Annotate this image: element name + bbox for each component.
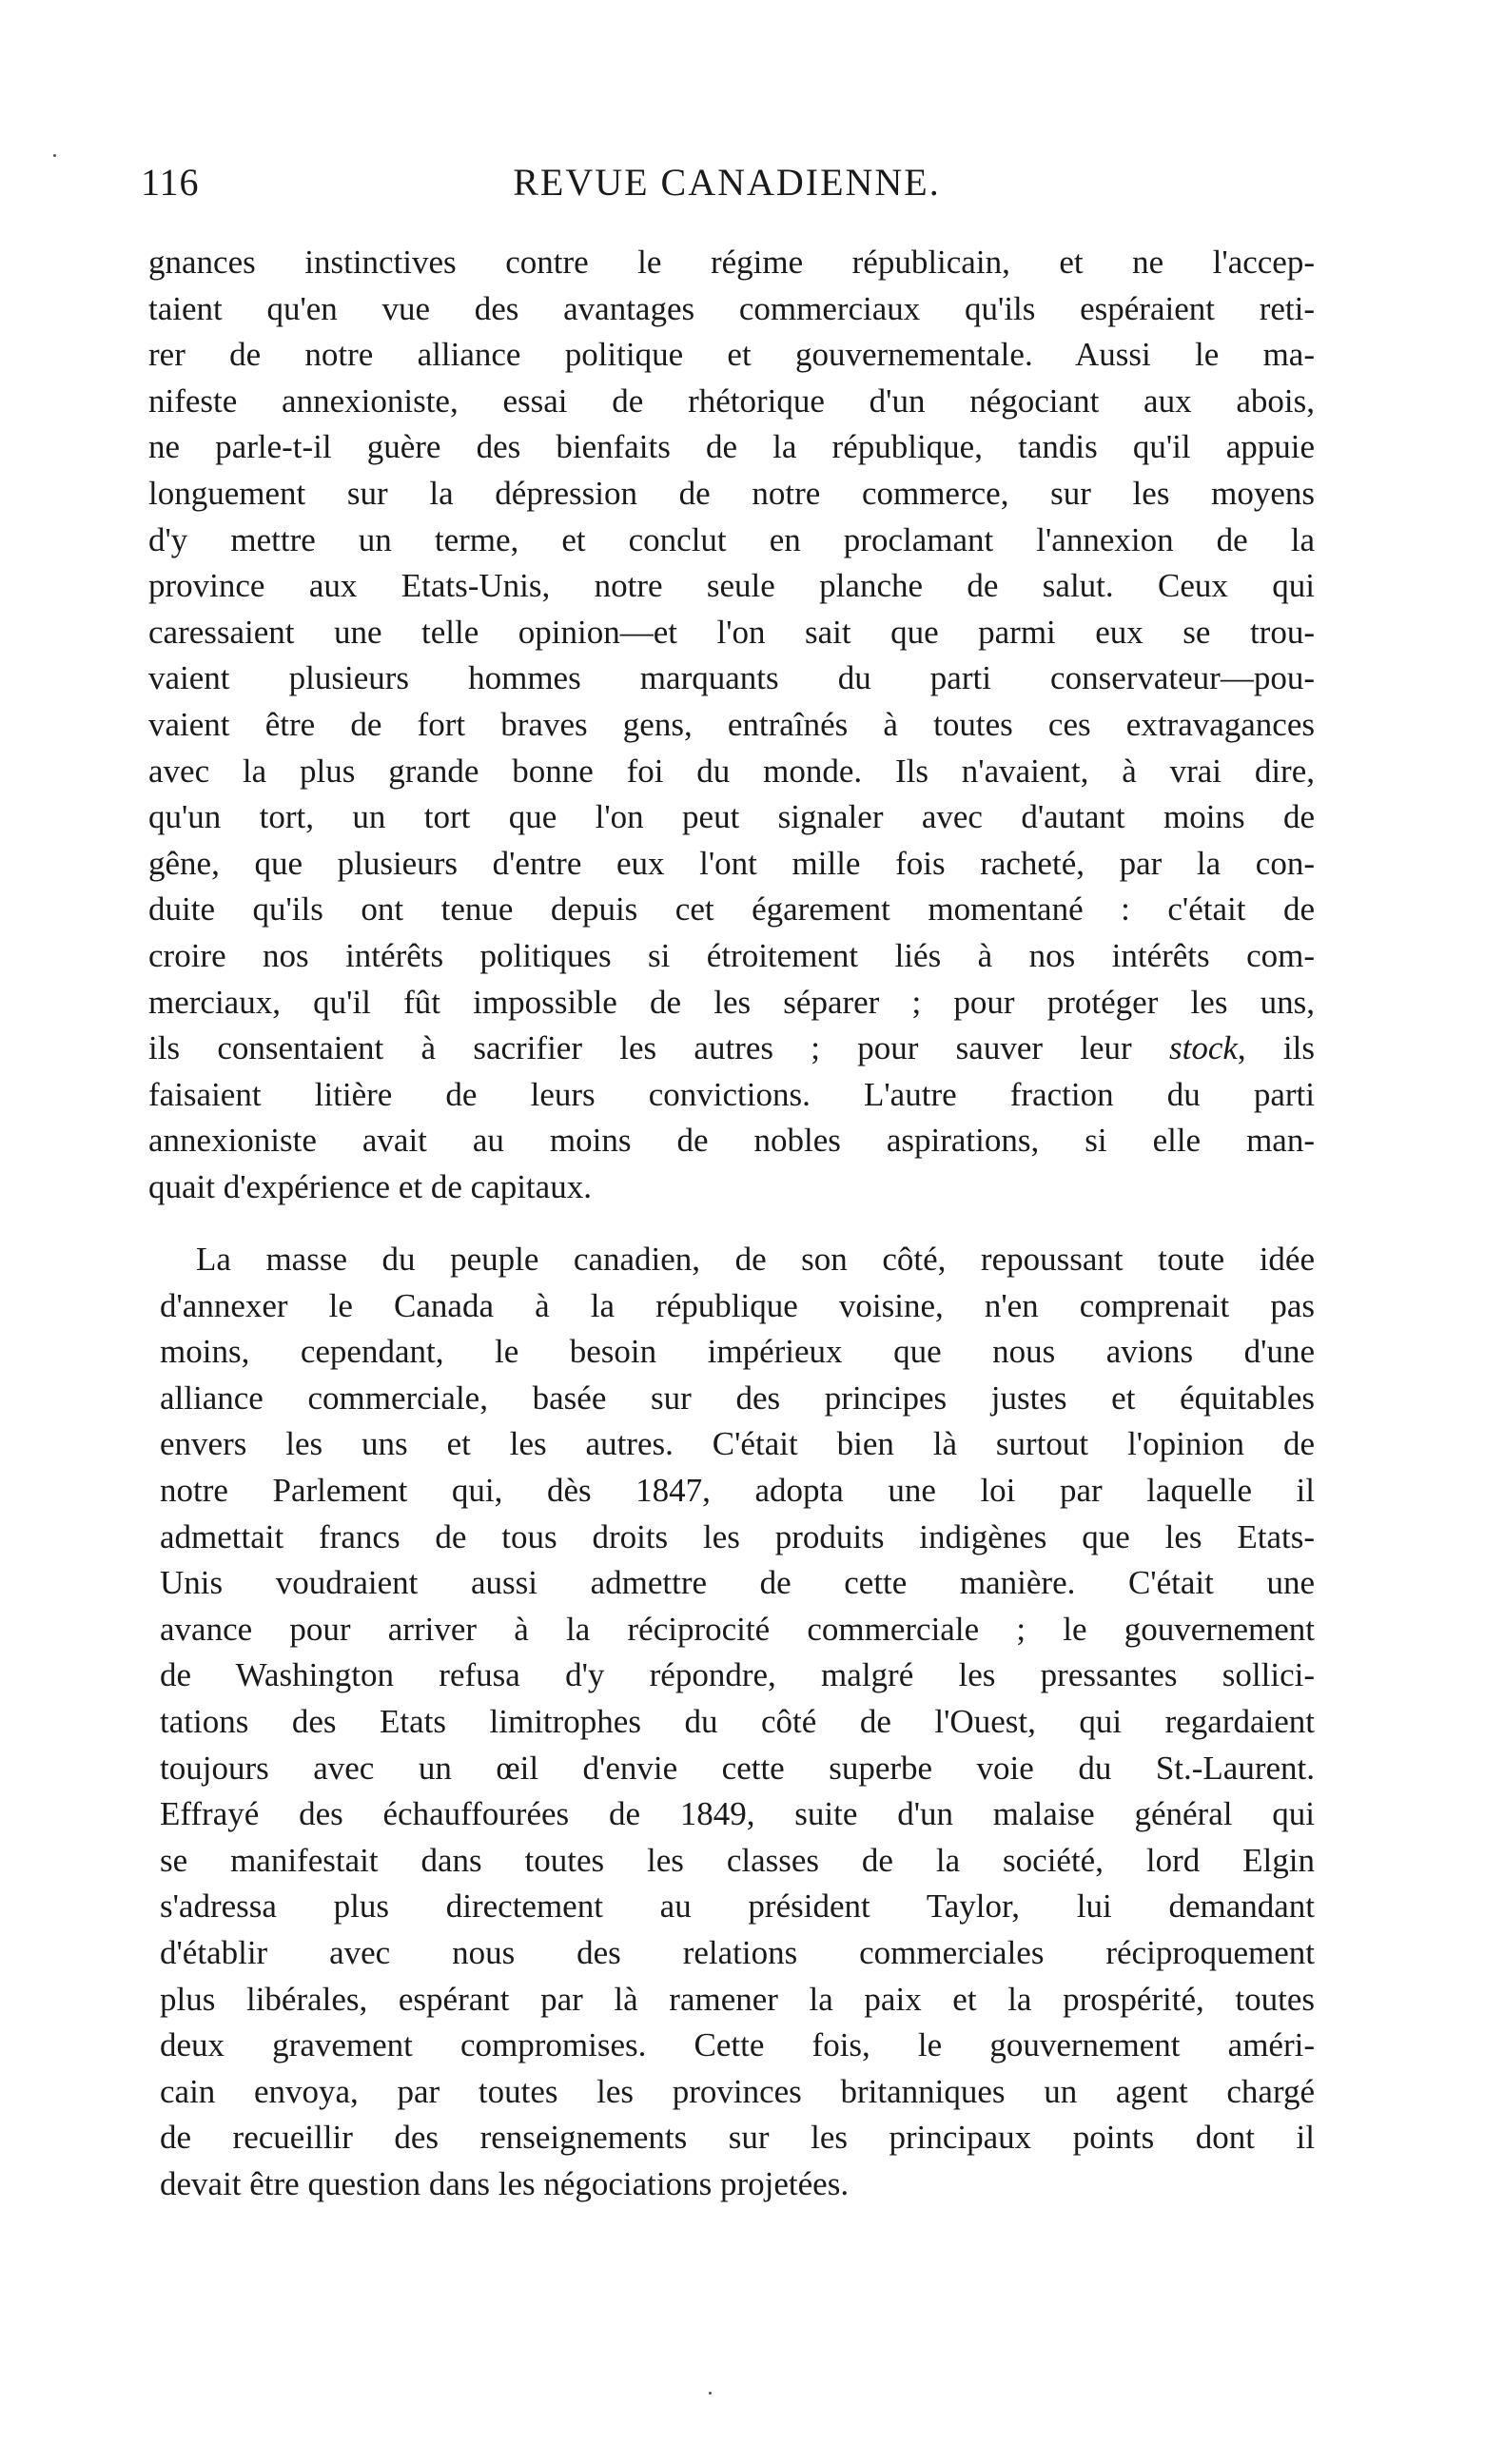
text-line-last: devait être question dans les négociations projetées. xyxy=(160,2164,850,2202)
text-line: croire nos intérêts politiques si étroitement liés à nos intérêts com- xyxy=(148,936,1315,974)
italic-word-stock: stock xyxy=(1168,1029,1238,1067)
text-line: vaient plusieurs hommes marquants du parti conservateur—pou- xyxy=(148,659,1315,697)
text-line: alliance commerciale, basée sur des principes justes et équitables xyxy=(160,1379,1315,1417)
text-line: avance pour arriver à la réciprocité commerciale ; le gouvernement xyxy=(160,1610,1315,1648)
text-line: annexioniste avait au moins de nobles aspirations, si elle man- xyxy=(148,1122,1315,1160)
text-line: moins, cependant, le besoin impérieux que nous avions d'une xyxy=(160,1333,1315,1371)
text-line: Effrayé des échauffourées de 1849, suite d'un malaise général qui xyxy=(160,1795,1315,1833)
text-line: de recueillir des renseignements sur les principaux points dont il xyxy=(160,2119,1315,2157)
paragraph-1 xyxy=(148,240,1315,1210)
text-segment: , ils xyxy=(1237,1029,1315,1067)
text-line: longuement sur la dépression de notre commerce, sur les moyens xyxy=(148,474,1315,512)
text-line: gêne, que plusieurs d'entre eux l'ont mille fois racheté, par la con- xyxy=(148,844,1315,882)
text-line: cain envoya, par toutes les provinces britanniques un agent chargé xyxy=(160,2072,1315,2110)
text-line: nifeste annexioniste, essai de rhétorique d'un négociant aux abois, xyxy=(148,381,1315,420)
text-line: d'y mettre un terme, et conclut en proclamant l'annexion de la xyxy=(148,520,1315,558)
text-line: toujours avec un œil d'envie cette superbe voie du St.-Laurent. xyxy=(160,1749,1315,1787)
text-line: taient qu'en vue des avantages commerciaux qu'ils espéraient reti- xyxy=(148,289,1315,327)
text-line: de Washington refusa d'y répondre, malgré les pressantes sollici- xyxy=(160,1656,1315,1694)
text-line: avec la plus grande bonne foi du monde. Ils n'avaient, à vrai dire, xyxy=(148,752,1315,790)
text-line: faisaient litière de leurs convictions. L'autre fraction du parti xyxy=(148,1075,1315,1113)
text-line: tations des Etats limitrophes du côté de l'Ouest, qui regardaient xyxy=(160,1702,1315,1740)
print-speck-bottom xyxy=(709,2392,712,2395)
text-line: plus libérales, espérant par là ramener la paix et la prospérité, toutes xyxy=(160,1980,1315,2018)
text-line: vaient être de fort braves gens, entraînés à toutes ces extravagances xyxy=(148,705,1315,743)
text-line: caressaient une telle opinion—et l'on sait que parmi eux se trou- xyxy=(148,613,1315,651)
page-number: 116 xyxy=(141,161,200,204)
text-line: gnances instinctives contre le régime républicain, et ne l'accep- xyxy=(148,244,1315,281)
text-line: d'établir avec nous des relations commerciales réciproquement xyxy=(160,1933,1315,1971)
text-line-first: La masse du peuple canadien, de son côté, repoussant toute idée xyxy=(196,1241,1315,1278)
text-line: d'annexer le Canada à la république voisine, n'en comprenait pas xyxy=(160,1286,1315,1324)
text-line-last: quait d'expérience et de capitaux. xyxy=(148,1167,592,1205)
text-line: envers les uns et les autres. C'était bien là surtout l'opinion de xyxy=(160,1425,1315,1463)
text-segment: ils consentaient à sacrifier les autres ; pour sauver leur xyxy=(148,1029,1169,1067)
text-line: admettait francs de tous droits les produits indigènes que les Etats- xyxy=(160,1517,1315,1555)
text-line: rer de notre alliance politique et gouvernementale. Aussi le ma- xyxy=(148,336,1315,374)
text-line: deux gravement compromises. Cette fois, le gouvernement améri- xyxy=(160,2026,1315,2064)
text-line: merciaux, qu'il fût impossible de les séparer ; pour protéger les uns, xyxy=(148,983,1315,1021)
text-line: s'adressa plus directement au président Taylor, lui demandant xyxy=(160,1887,1315,1926)
paragraph-2 xyxy=(160,1237,1315,2207)
text-line: province aux Etats-Unis, notre seule planche de salut. Ceux qui xyxy=(148,567,1315,605)
text-line: ne parle-t-il guère des bienfaits de la république, tandis qu'il appuie xyxy=(148,428,1315,466)
text-line: duite qu'ils ont tenue depuis cet égarement momentané : c'était de xyxy=(148,890,1315,929)
running-head xyxy=(141,160,1313,217)
text-line-stock xyxy=(148,1026,1315,1072)
text-line: qu'un tort, un tort que l'on peut signaler avec d'autant moins de xyxy=(148,798,1315,836)
text-line: Unis voudraient aussi admettre de cette manière. C'était une xyxy=(160,1564,1315,1602)
print-speck-top xyxy=(53,154,56,157)
journal-title: REVUE CANADIENNE. xyxy=(513,161,941,204)
text-line: notre Parlement qui, dès 1847, adopta une loi par laquelle il xyxy=(160,1471,1315,1509)
text-line: se manifestait dans toutes les classes de la société, lord Elgin xyxy=(160,1841,1315,1879)
